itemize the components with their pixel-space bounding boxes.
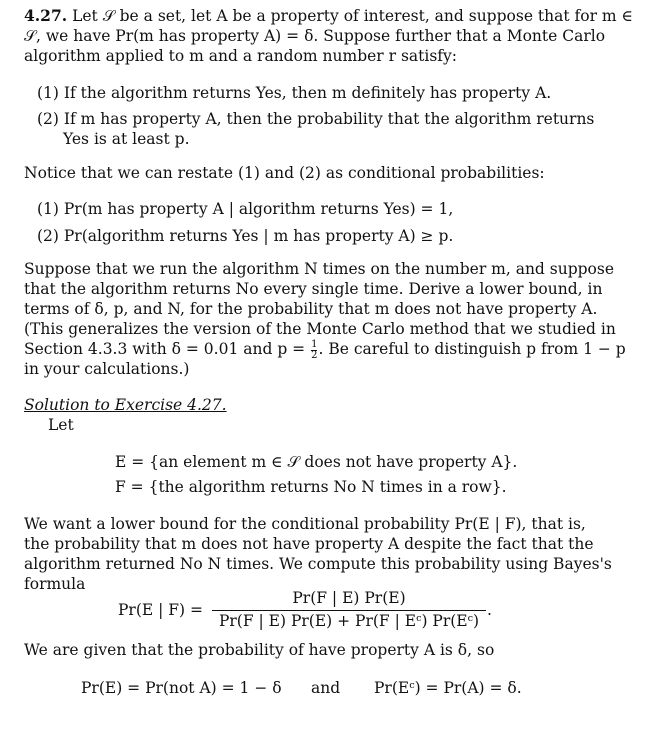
paragraph-line-5 [24,339,626,361]
equation-right: Pr(Eᶜ) = Pr(A) = δ. [374,679,522,697]
solution-heading: Solution to Exercise 4.27. [24,396,227,414]
bayes-numerator: Pr(F | E) Pr(E) [292,589,406,607]
want-line-4: formula [24,575,86,593]
definition-F: F = {the algorithm returns No N times in a row}. [115,478,507,496]
one-half-fraction [311,340,317,361]
paragraph-line-3: terms of δ, p, and N, for the probability that m does not have property A. [24,300,598,318]
want-line-3: algorithm returned No N times. We compute this probability using Bayes's [24,555,612,573]
paragraph-line-1: Suppose that we run the algorithm N times on the number m, and suppose [24,260,615,278]
bayes-fraction-bar [212,610,486,611]
problem-line-3: algorithm applied to m and a random number r satisfy: [24,47,458,65]
paragraph-line-5-start: Section 4.3.3 with δ = 0.01 and p = [24,340,306,358]
paragraph-line-2: that the algorithm returns No every single time. Derive a lower bound, in [24,280,603,298]
bayes-denominator: Pr(F | E) Pr(E) + Pr(F | Eᶜ) Pr(Eᶜ) [218,612,480,630]
paragraph-line-4: (This generalizes the version of the Monte Carlo method that we studied in [24,320,616,338]
paragraph-line-5-end: . Be careful to distinguish p from 1 − p [318,340,626,358]
equation-and: and [311,679,341,697]
problem-number: 4.27. [24,6,68,25]
problem-line-1 [24,6,633,26]
solution-let: Let [48,416,74,434]
conditional-prob-1: (1) Pr(m has property A | algorithm returns Yes) = 1, [37,200,454,218]
definition-E: E = {an element m ∈ 𝒮 does not have property A}. [115,453,518,471]
problem-text-1: Let 𝒮 be a set, let A be a property of interest, and suppose that for m ∈ [72,7,634,25]
equation-left: Pr(E) = Pr(not A) = 1 − δ [81,679,282,697]
condition-1: (1) If the algorithm returns Yes, then m definitely has property A. [37,84,552,102]
one-half-numerator: 1 [311,338,318,350]
want-line-1: We want a lower bound for the conditional probability Pr(E | F), that is, [24,515,586,533]
condition-2-line-2: Yes is at least p. [63,130,190,148]
want-line-2: the probability that m does not have property A despite the fact that the [24,535,594,553]
one-half-denominator: 2 [311,349,318,361]
paragraph-line-6: in your calculations.) [24,360,190,378]
conditional-prob-2: (2) Pr(algorithm returns Yes | m has property A) ≥ p. [37,227,454,245]
condition-2-line-1: (2) If m has property A, then the probability that the algorithm returns [37,110,595,128]
given-line: We are given that the probability of have property A is δ, so [24,641,495,659]
problem-line-2: 𝒮, we have Pr(m has property A) = δ. Suppose further that a Monte Carlo [24,27,606,45]
bayes-period: . [487,601,492,619]
notice-line: Notice that we can restate (1) and (2) as conditional probabilities: [24,164,545,182]
bayes-lhs: Pr(E | F) = [118,601,203,619]
